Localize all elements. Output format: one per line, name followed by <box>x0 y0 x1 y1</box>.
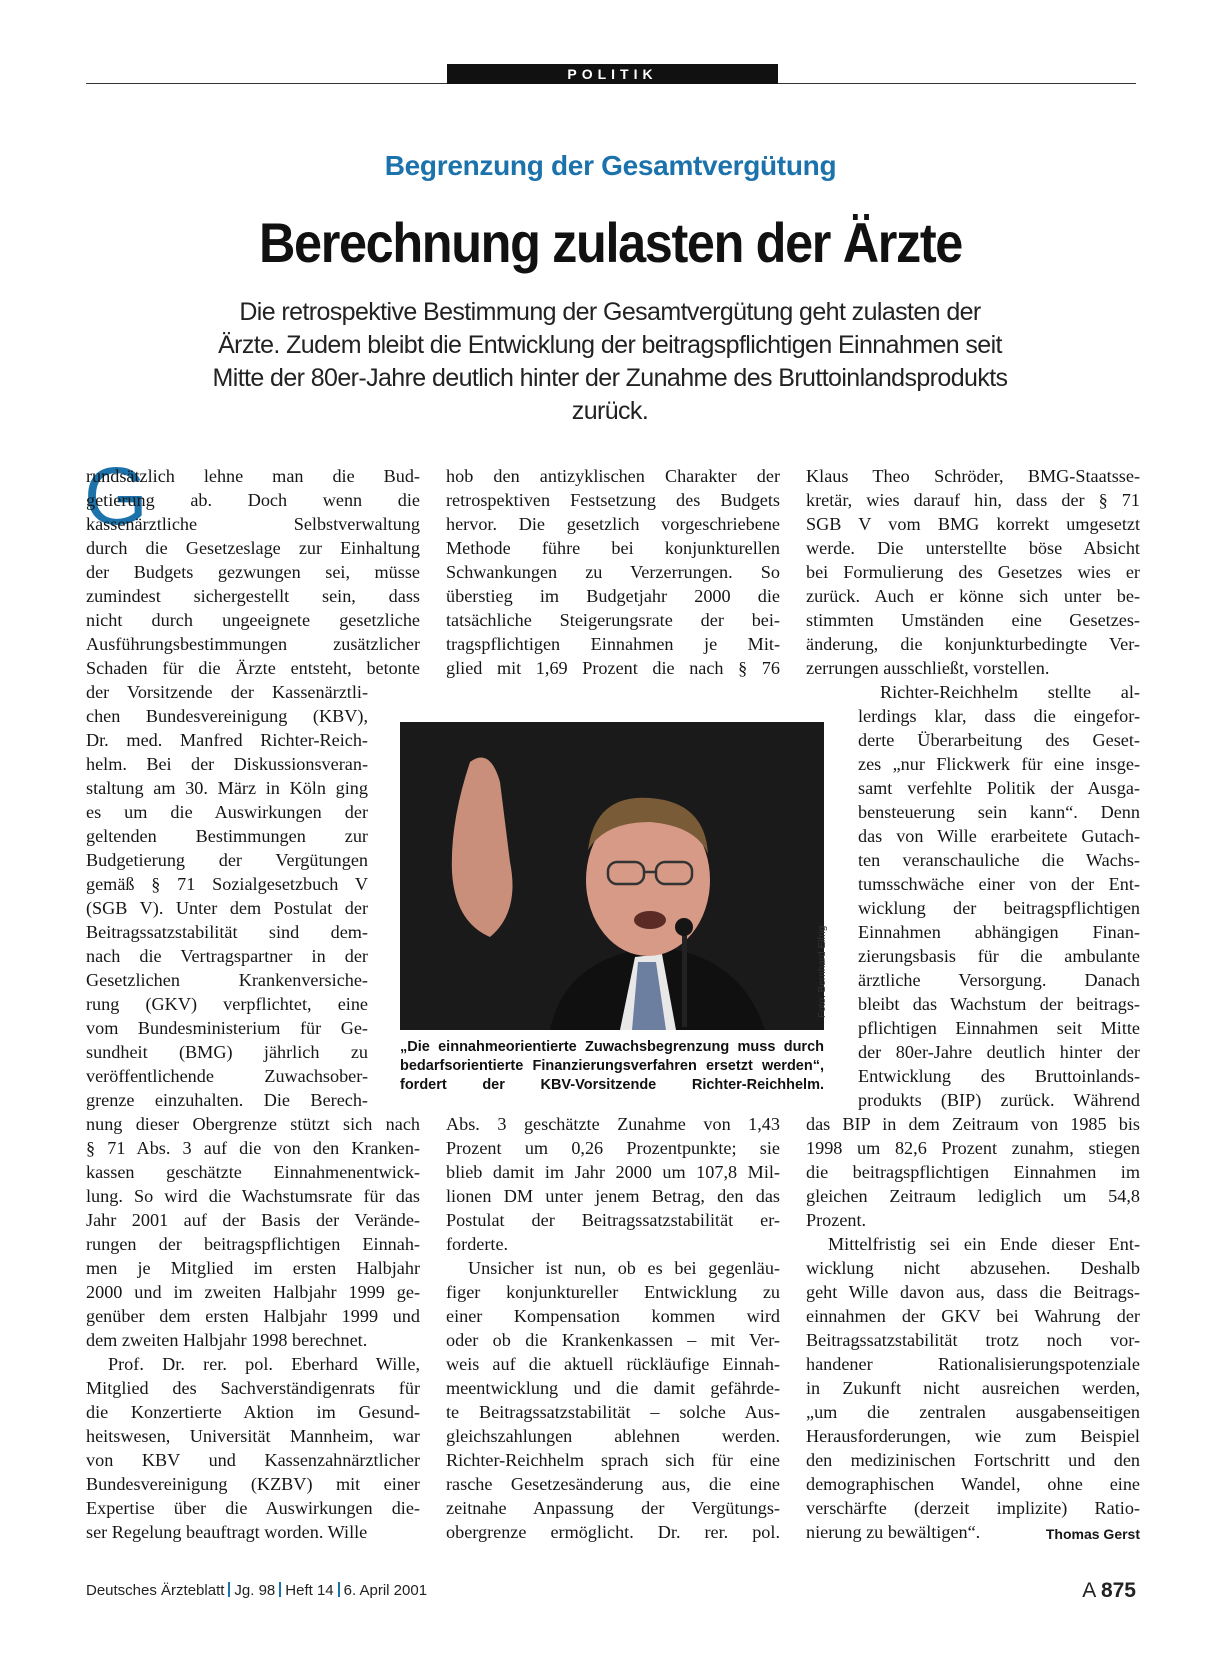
text-line: 2000 und im zweiten Halbjahr 1999 ge- <box>86 1282 420 1302</box>
text-line: tatsächliche Steigerungsrate der bei- <box>446 610 780 630</box>
text-line: Gesetzlichen Krankenversiche- <box>86 970 368 990</box>
text-line: blieb damit im Jahr 2000 um 107,8 Mil- <box>446 1162 780 1182</box>
text-line: nicht durch ungeeignete gesetzliche <box>86 610 420 630</box>
text-line: helm. Bei der Diskussionsveran- <box>86 754 368 774</box>
text-line: demographischen Wandel, ohne eine <box>806 1474 1140 1494</box>
text-line: änderung, die konjunkturbedingte Ver- <box>806 634 1140 654</box>
text-line: derte Überarbeitung des Geset- <box>858 730 1140 750</box>
text-line: rasche Gesetzesänderung aus, die eine <box>446 1474 780 1494</box>
text-line: die beitragspflichtigen Einnahmen im <box>806 1162 1140 1182</box>
text-line: durch die Gesetzeslage zur Einhaltung <box>86 538 420 558</box>
portrait-photo <box>400 722 824 1030</box>
text-line: Klaus Theo Schröder, BMG-Staatsse- <box>806 466 1140 486</box>
text-line: getierung ab. Doch wenn die <box>86 490 420 510</box>
text-line: ärztliche Versorgung. Danach <box>858 970 1140 990</box>
footer-volume: Jg. 98 <box>234 1582 276 1599</box>
text-line: nierung zu bewältigen“. Thomas Gerst <box>806 1520 1140 1544</box>
text-line: Mitglied des Sachverständigenrats für <box>86 1378 420 1398</box>
text-line: geht Wille davon aus, dass die Beitrags- <box>806 1282 1140 1302</box>
portrait-photo-illustration <box>400 722 824 1030</box>
text-line: Expertise über die Auswirkungen die- <box>86 1498 420 1518</box>
text-line: ten veranschauliche die Wachs- <box>858 850 1140 870</box>
text-line: chen Bundesvereinigung (KBV), <box>86 706 368 726</box>
text-line: sundheit (BMG) jährlich zu <box>86 1042 368 1062</box>
text-line: einer Kompensation kommen wird <box>446 1306 780 1326</box>
text-line: Bundesvereinigung (KZBV) mit einer <box>86 1474 420 1494</box>
text-line: heitswesen, Universität Mannheim, war <box>86 1426 420 1446</box>
text-line: stimmten Umständen eine Gesetzes- <box>806 610 1140 630</box>
text-line: men je Mitglied im ersten Halbjahr <box>86 1258 420 1278</box>
text-line: rungen der beitragspflichtigen Einnah- <box>86 1234 420 1254</box>
text-line: lionen DM unter jenem Betrag, den das <box>446 1186 780 1206</box>
text-line: Abs. 3 geschätzte Zunahme von 1,43 <box>446 1114 780 1134</box>
text-line: den medizinischen Fortschritt und den <box>806 1450 1140 1470</box>
text-line: (SGB V). Unter dem Postulat der <box>86 898 368 918</box>
text-line: Einnahmen abhängigen Finan- <box>858 922 1140 942</box>
text-line: bensteuerung sein kann“. Denn <box>858 802 1140 822</box>
photo-credit: Foto: Bernhard Eifrig <box>817 925 828 1018</box>
text-line: bleibt das Wachstum der beitrags- <box>858 994 1140 1014</box>
column-1-bottom <box>86 1112 420 1544</box>
text-line: zurück. Auch er könne sich unter be- <box>806 586 1140 606</box>
text-line: der 80er-Jahre deutlich hinter der <box>858 1042 1140 1062</box>
text-line: „Die einnahmeorientierte Zuwachsbegrenzung muss durch <box>400 1039 824 1055</box>
text-line: hob den antizyklischen Charakter der <box>446 466 780 486</box>
text-line: fordert der KBV-Vorsitzende Richter-Reichhelm. <box>400 1077 824 1093</box>
text-line: der Vorsitzende der Kassenärztli- <box>86 682 368 702</box>
column-1-top <box>86 464 420 680</box>
text-line: Beitragssatzstabilität sind dem- <box>86 922 368 942</box>
text-line: grenze einzuhalten. Die Berech- <box>86 1090 368 1110</box>
text-line: Postulat der Beitragssatzstabilität er- <box>446 1210 780 1230</box>
text-line: handener Rationalisierungspotenziale <box>806 1354 1140 1374</box>
page-prefix: A <box>1082 1579 1096 1602</box>
text-line: überstieg im Budgetjahr 2000 die <box>446 586 780 606</box>
text-line: Prozent um 0,26 Prozentpunkte; sie <box>446 1138 780 1158</box>
text-line: Herausforderungen, wie zum Beispiel <box>806 1426 1140 1446</box>
footer-journal: Deutsches Ärzteblatt <box>86 1582 225 1599</box>
text-line: gleichszahlungen ablehnen werden. <box>446 1426 780 1446</box>
text-line: zes „nur Flickwerk für eine insge- <box>858 754 1140 774</box>
drop-cap: G <box>84 451 148 542</box>
text-line: zerrungen ausschließt, vorstellen. <box>806 658 1050 678</box>
text-line: Schaden für die Ärzte entsteht, betonte <box>86 658 420 678</box>
text-line: hervor. Die gesetzlich vorgeschriebene <box>446 514 780 534</box>
text-line: zierungsbasis für die ambulante <box>858 946 1140 966</box>
text-line: rundsätzlich lehne man die Bud- <box>86 466 420 486</box>
footer-issue: Heft 14 <box>285 1582 334 1599</box>
text-line: dem zweiten Halbjahr 1998 berechnet. <box>86 1330 368 1350</box>
text-line: oder ob die Krankenkassen – mit Ver- <box>446 1330 780 1350</box>
text-line: Mittelfristig sei ein Ende dieser Ent- <box>828 1234 1140 1254</box>
page-number-value: 875 <box>1100 1579 1136 1602</box>
text-line: „um die zentralen ausgabenseitigen <box>806 1402 1140 1422</box>
text-line: genüber dem ersten Halbjahr 1999 und <box>86 1306 420 1326</box>
text-line: bei Formulierung des Gesetzes wies er <box>806 562 1140 582</box>
column-2-top <box>446 464 780 680</box>
text-line: Schwankungen zu Verzerrungen. So <box>446 562 780 582</box>
text-line: Ausführungsbestimmungen zusätzlicher <box>86 634 420 654</box>
text-line: ser Regelung beauftragt worden. Wille <box>86 1522 368 1542</box>
column-1-narrow <box>86 680 368 1112</box>
text-line: nung dieser Obergrenze stützt sich nach <box>86 1114 420 1134</box>
column-3-narrow <box>858 680 1140 1112</box>
text-line: kassen geschätzte Einnahmenentwick- <box>86 1162 420 1182</box>
text-line: einnahmen der GKV bei Wahrung der <box>806 1306 1140 1326</box>
text-line: zeitnahe Anpassung der Vergütungs- <box>446 1498 780 1518</box>
photo-caption <box>400 1038 824 1095</box>
text-line: es um die Auswirkungen der <box>86 802 368 822</box>
text-line: zumindest sichergestellt sein, dass <box>86 586 420 606</box>
article-author: Thomas Gerst <box>1045 1526 1140 1542</box>
text-line: glied mit 1,69 Prozent die nach § 76 <box>446 658 780 678</box>
text-line: in Zukunft nicht ausreichen werden, <box>806 1378 1140 1398</box>
text-line: weis auf die aktuell rückläufige Einnah- <box>446 1354 780 1374</box>
text-line: retrospektiven Festsetzung des Budgets <box>446 490 780 510</box>
text-line: werde. Die unterstellte böse Absicht <box>806 538 1140 558</box>
text-line: 1998 um 82,6 Prozent zunahm, stiegen <box>806 1138 1140 1158</box>
text-line: obergrenze ermöglicht. Dr. rer. pol. <box>446 1522 780 1542</box>
text-line: meentwicklung und die damit gefährde- <box>446 1378 780 1398</box>
text-line: geltenden Bestimmungen zur <box>86 826 368 846</box>
text-line: rung (GKV) verpflichtet, eine <box>86 994 368 1014</box>
page-number <box>1082 1579 1136 1603</box>
text-line: Beitragssatzstabilität trotz noch vor- <box>806 1330 1140 1350</box>
text-line: Richter-Reichhelm stellte al- <box>880 682 1140 702</box>
text-line: wicklung nicht abzusehen. Deshalb <box>806 1258 1140 1278</box>
text-line: Dr. med. Manfred Richter-Reich- <box>86 730 368 750</box>
column-2-bottom <box>446 1112 780 1544</box>
text-line: tragspflichtigen Einnahmen je Mit- <box>446 634 780 654</box>
text-line: kassenärztliche Selbstverwaltung <box>86 514 420 534</box>
text-line: SGB V vom BMG korrekt umgesetzt <box>806 514 1140 534</box>
text-line: figer konjunktureller Entwicklung zu <box>446 1282 780 1302</box>
article-kicker: Begrenzung der Gesamtvergütung <box>384 150 837 181</box>
text-line: das BIP in dem Zeitraum von 1985 bis <box>806 1114 1140 1134</box>
text-line: samt verfehlte Politik der Ausga- <box>858 778 1140 798</box>
text-line: das von Wille erarbeitete Gutach- <box>858 826 1140 846</box>
text-line: Richter-Reichhelm sprach sich für eine <box>446 1450 780 1470</box>
text-line: nach die Vertragspartner in der <box>86 946 368 966</box>
text-line: Unsicher ist nun, ob es bei gegenläu- <box>468 1258 780 1278</box>
text-line: Prof. Dr. rer. pol. Eberhard Wille, <box>108 1354 420 1374</box>
text-line: bedarfsorientierte Finanzierungsverfahren ersetzt werden“, <box>400 1058 824 1074</box>
text-line: Prozent. <box>806 1210 867 1230</box>
text-line: Entwicklung des Bruttoinlands- <box>858 1066 1140 1086</box>
text-line: Methode führe bei konjunkturellen <box>446 538 780 558</box>
article-headline: Berechnung zulasten der Ärzte <box>258 211 962 274</box>
text-line: produkts (BIP) zurück. Während <box>858 1090 1140 1110</box>
text-line: wicklung der beitragspflichtigen <box>858 898 1140 918</box>
text-line: gleichen Zeitraum lediglich um 54,8 <box>806 1186 1140 1206</box>
text-line: kretär, wies darauf hin, dass der § 71 <box>806 490 1140 510</box>
text-line: verschärfte (derzeit implizite) Ratio- <box>806 1498 1140 1518</box>
text-line: tumsschwäche einer von der Ent- <box>858 874 1140 894</box>
text-line: pflichtigen Einnahmen seit Mitte <box>858 1018 1140 1038</box>
article-lead: Die retrospektive Bestimmung der Gesamtvergütung geht zulasten der Ärzte. Zudem bleibt die Entwicklung der beitragspflichtigen Einnahmen seit Mitte der 80er-Jahre deutlich hinter der Zunahme des Bruttoinlandsprodukts zurück. <box>212 298 1008 425</box>
text-line: lung. So wird die Wachstumsrate für das <box>86 1186 420 1206</box>
text-line: die Konzertierte Aktion im Gesund- <box>86 1402 420 1422</box>
footer-separator <box>279 1582 281 1597</box>
text-line: staltung am 30. März in Köln ging <box>86 778 368 798</box>
text-line: lerdings klar, dass die eingefor- <box>858 706 1140 726</box>
section-label: POLITIK <box>447 64 778 84</box>
text-line: vom Bundesministerium für Ge- <box>86 1018 368 1038</box>
page-footer <box>86 1579 1136 1602</box>
footer-date: 6. April 2001 <box>343 1582 428 1599</box>
text-line: von KBV und Kassenzahnärztlicher <box>86 1450 420 1470</box>
column-3-top <box>806 464 1140 680</box>
text-line: te Beitragssatzstabilität – solche Aus- <box>446 1402 780 1422</box>
column-3-bottom <box>806 1112 1140 1546</box>
text-line: forderte. <box>446 1234 509 1254</box>
text-line: § 71 Abs. 3 auf die von den Kranken- <box>86 1138 420 1158</box>
text-line: Jahr 2001 auf der Basis der Verände- <box>86 1210 420 1230</box>
footer-separator <box>338 1582 340 1597</box>
text-line: der Budgets gezwungen sei, müsse <box>86 562 420 582</box>
text-line: Budgetierung der Vergütungen <box>86 850 368 870</box>
footer-separator <box>228 1582 230 1597</box>
text-line: veröffentlichende Zuwachsober- <box>86 1066 368 1086</box>
text-line: gemäß § 71 Sozialgesetzbuch V <box>86 874 368 894</box>
